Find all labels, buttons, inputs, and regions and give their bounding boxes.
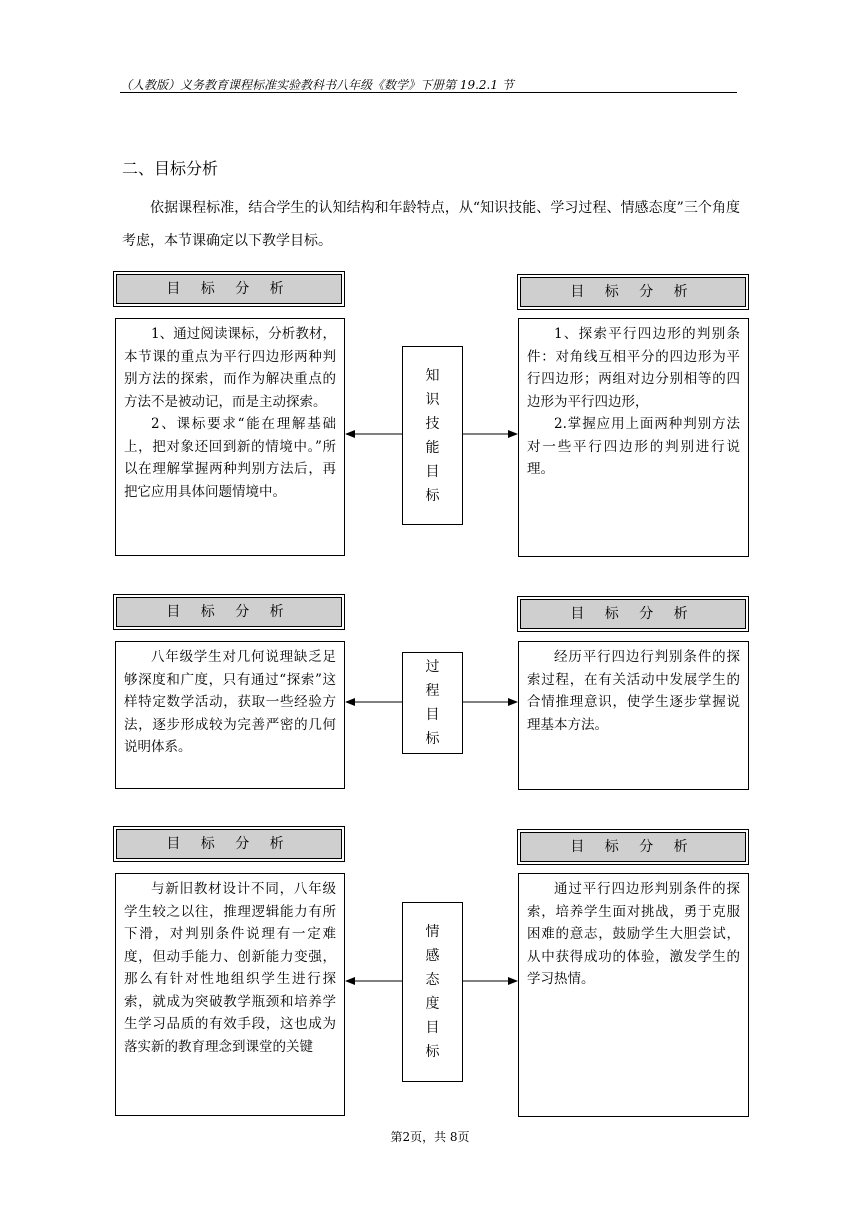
row1-right-para2: 2.掌握应用上面两种判别方法对一些平行四边形的判别进行说理。 xyxy=(527,416,740,477)
page-footer: 第2页，共 8页 xyxy=(390,1130,470,1144)
row1-label-char: 技 xyxy=(425,415,440,432)
row2-label-char: 目 xyxy=(425,707,440,723)
row1-label-char: 标 xyxy=(425,487,440,504)
row3-left-para1: 与新旧教材设计不同，八年级学生较之以往，推理逻辑能力有所下滑，对判别条件说理有一定难度，但动手能力、创新能力变强，那么有针对性地组织学生进行探索，就成为突破教学瓶颈和培养学生学习品质的有效手段，这也成为落实新的教育理念到课堂的关键 xyxy=(124,881,336,1055)
row1-right-para1: 1、探索平行四边形的判别条件：对角线互相平分的四边形为平行四边形；两组对边分别相等的四边形为平行四边形， xyxy=(527,326,740,410)
row2-label-char: 标 xyxy=(425,731,440,747)
row2-right-title-text: 目 标 分 析 xyxy=(520,599,746,629)
row1-label-char: 知 xyxy=(425,367,440,384)
row3-label-char: 情 xyxy=(425,924,440,940)
row3-right-para1: 通过平行四边形判别条件的探索，培养学生面对挑战，勇于克服困难的意志，鼓励学生大胆尝试，从中获得成功的体验，激发学生的学习热情。 xyxy=(527,881,740,987)
row1-left-para2: 2、课标要求“能在理解基础上，把对象还回到新的情境中。”所以在理解掌握两种判别方法后，再把它应用具体问题情境中。 xyxy=(124,416,336,500)
running-header: （人教版）义务教育课程标准实验教科书八年级《数学》下册第 19.2.1 节 xyxy=(120,78,737,93)
row1-left-title-text: 目 标 分 析 xyxy=(116,274,342,304)
row2-right-para1: 经历平行四边行判别条件的探索过程，在有关活动中发展学生的合情推理意识，使学生逐步掌握说理基本方法。 xyxy=(527,649,740,733)
row2-left-title-text: 目 标 分 析 xyxy=(116,597,342,627)
row3-label-char: 度 xyxy=(425,996,440,1012)
row3-right-title-text: 目 标 分 析 xyxy=(520,832,746,862)
row2-left-para1: 八年级学生对几何说理缺乏足够深度和广度，只有通过“探索”这样特定数学活动，获取一些经验方法，逐步形成较为完善严密的几何说明体系。 xyxy=(124,649,336,755)
row3-label-char: 态 xyxy=(425,972,440,988)
row3-label-char: 标 xyxy=(425,1044,440,1060)
row1-left-para1: 1、通过阅读课标，分析教材，本节课的重点为平行四边形两种判别方法的探索，而作为解决重点的方法不是被动记，而是主动探索。 xyxy=(124,326,336,410)
section-title: 二、目标分析 xyxy=(122,159,219,178)
row2-label-char: 过 xyxy=(425,659,440,675)
row1-label-char: 能 xyxy=(425,439,440,456)
row1-label-char: 识 xyxy=(425,391,440,408)
row3-label-char: 目 xyxy=(425,1020,440,1036)
section-intro: 依据课程标准，结合学生的认知结构和年龄特点，从“知识技能、学习过程、情感态度”三个角度考虑，本节课确定以下教学目标。 xyxy=(122,200,740,249)
row3-label-char: 感 xyxy=(425,948,440,964)
row1-label-char: 目 xyxy=(425,463,440,480)
row1-right-title-text: 目 标 分 析 xyxy=(520,277,746,307)
row3-left-title-text: 目 标 分 析 xyxy=(116,829,342,859)
row2-label-char: 程 xyxy=(425,683,440,699)
